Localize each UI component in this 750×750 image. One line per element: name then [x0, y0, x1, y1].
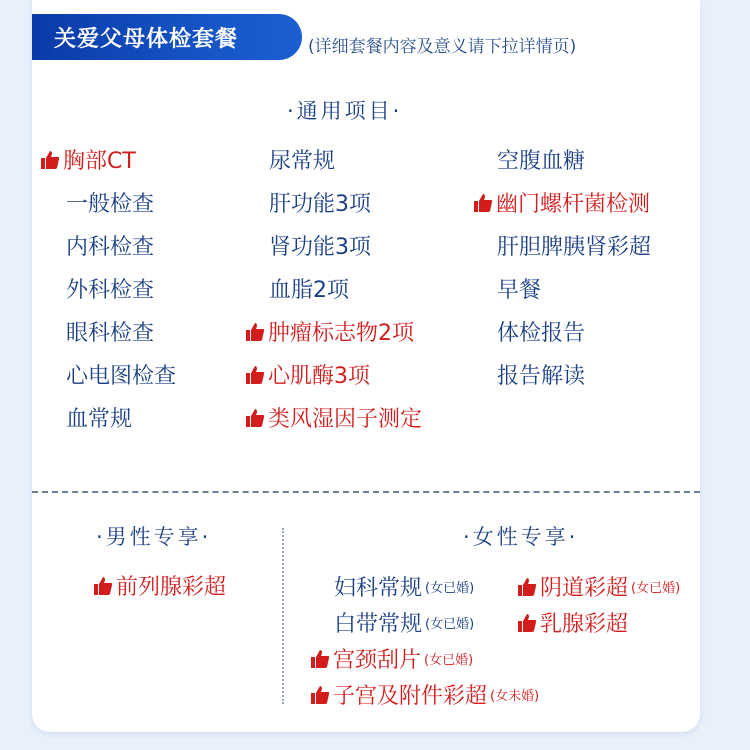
female-section-title: ·女性专享· [463, 525, 579, 549]
item-breast-ultrasound [517, 607, 628, 638]
item-cervical-smear [310, 643, 473, 674]
item-condition-note: (女已婚) [424, 653, 474, 668]
item-exam-report [497, 316, 585, 347]
item-leucorrhea-routine [334, 607, 474, 638]
item-label: 眼科检查 [66, 321, 155, 346]
package-title-text: 关爱父母体检套餐 [54, 26, 239, 52]
item-label: 肾功能3项 [269, 235, 371, 260]
thumbs-up-icon [245, 365, 265, 385]
item-kidney-function [269, 230, 371, 261]
item-h-pylori [473, 187, 650, 218]
item-label: 体检报告 [497, 321, 586, 346]
item-abdominal-ultrasound [497, 230, 651, 261]
item-label: 血常规 [66, 407, 133, 432]
item-label: 心肌酶3项 [268, 364, 370, 389]
item-condition-note: (女已婚) [631, 581, 681, 596]
package-title [32, 14, 302, 60]
item-label: 报告解读 [497, 364, 586, 389]
item-internal-exam [66, 230, 154, 261]
item-blood-lipids [269, 273, 349, 304]
item-label: 宫颈刮片 [333, 648, 422, 673]
thumbs-up-icon [245, 322, 265, 342]
item-label: 幽门螺杆菌检测 [496, 192, 651, 217]
general-section-title: ·通用项目· [287, 99, 403, 123]
detail-hint: (详细套餐内容及意义请下拉详情页) [308, 37, 577, 57]
item-label: 空腹血糖 [497, 149, 586, 174]
item-chest-ct [40, 144, 136, 175]
item-label: 乳腺彩超 [540, 612, 629, 637]
item-uterus-adnexa-ultrasound [310, 679, 539, 710]
item-surgical-exam [66, 273, 154, 304]
male-section-title: ·男性专享· [96, 525, 212, 549]
item-urine-routine [269, 144, 335, 175]
item-eye-exam [66, 316, 154, 347]
thumbs-up-icon [310, 649, 330, 669]
item-report-interpretation [497, 359, 585, 390]
item-label: 内科检查 [66, 235, 155, 260]
item-breakfast [497, 273, 541, 304]
item-condition-note: (女已婚) [425, 617, 475, 632]
item-gynecology-routine [334, 571, 474, 602]
item-label: 胸部CT [63, 149, 136, 174]
item-label: 尿常规 [269, 149, 336, 174]
item-vaginal-ultrasound [517, 571, 680, 602]
item-label: 血脂2项 [269, 278, 349, 303]
item-label: 白带常规 [334, 612, 423, 637]
item-blood-routine [66, 402, 132, 433]
item-label: 类风湿因子测定 [268, 407, 423, 432]
thumbs-up-icon [93, 576, 113, 596]
item-liver-function [269, 187, 371, 218]
item-rheumatoid-factor [245, 402, 422, 433]
item-label: 阴道彩超 [540, 576, 629, 601]
item-label: 早餐 [497, 278, 542, 303]
thumbs-up-icon [517, 577, 537, 597]
item-label: 心电图检查 [66, 364, 177, 389]
item-label: 一般检查 [66, 192, 155, 217]
thumbs-up-icon [245, 408, 265, 428]
item-condition-note: (女未婚) [490, 689, 540, 704]
item-label: 前列腺彩超 [116, 575, 227, 600]
item-label: 肝功能3项 [269, 192, 371, 217]
thumbs-up-icon [473, 193, 493, 213]
item-condition-note: (女已婚) [425, 581, 475, 596]
item-ecg-exam [66, 359, 176, 390]
thumbs-up-icon [517, 613, 537, 633]
item-general-exam [66, 187, 154, 218]
thumbs-up-icon [40, 150, 60, 170]
item-myocardial-enzymes [245, 359, 370, 390]
item-fasting-glucose [497, 144, 585, 175]
gender-divider [282, 528, 284, 704]
item-label: 妇科常规 [334, 576, 423, 601]
item-prostate-ultrasound [93, 570, 226, 601]
item-label: 外科检查 [66, 278, 155, 303]
item-label: 肝胆脾胰肾彩超 [497, 235, 652, 260]
item-label: 子宫及附件彩超 [333, 684, 488, 709]
thumbs-up-icon [310, 685, 330, 705]
item-label: 肿瘤标志物2项 [268, 321, 414, 346]
section-divider [32, 491, 700, 493]
item-tumor-markers [245, 316, 414, 347]
